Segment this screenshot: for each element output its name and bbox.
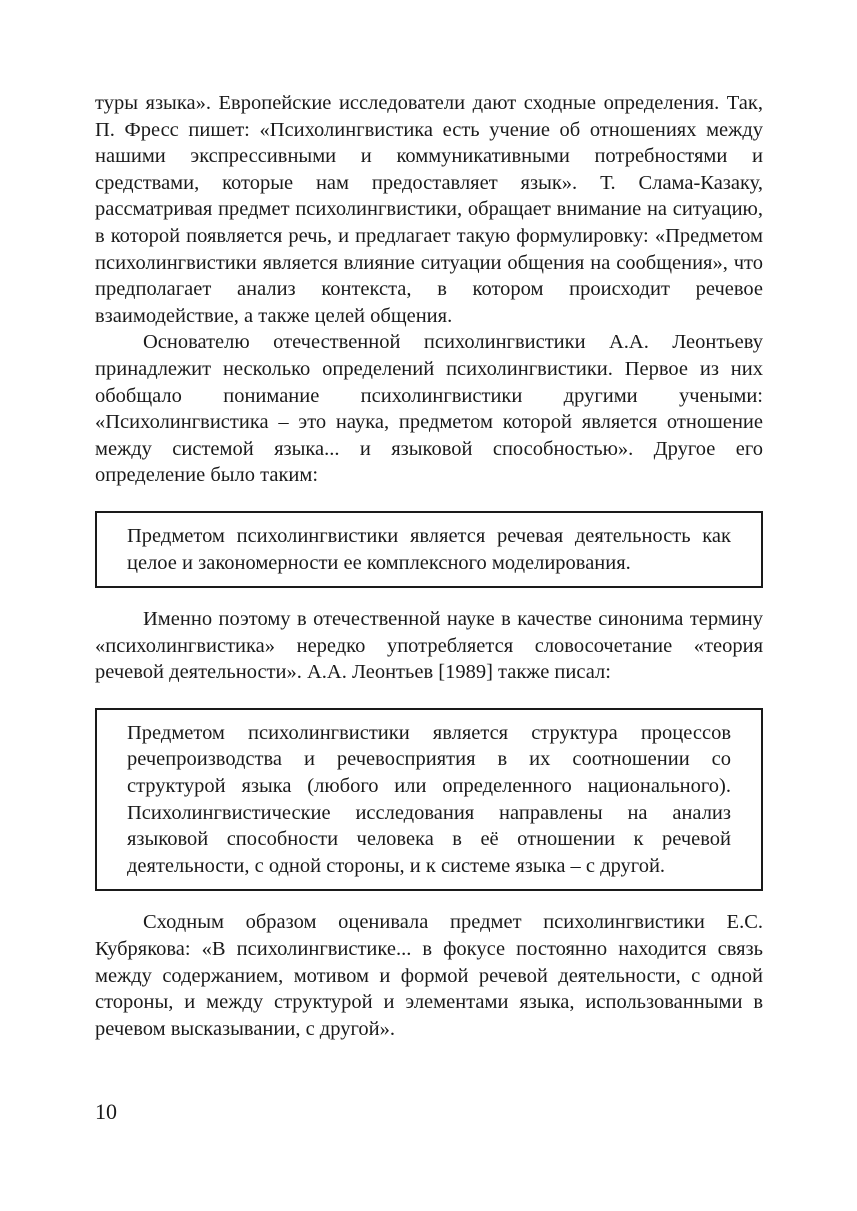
page-number: 10: [95, 1099, 117, 1124]
paragraph-leontiev-definitions: Основателю отечественной психолингвистики А.А. Леонтьеву принадлежит несколько определений психолингвистики. Первое из них обобщало понимание психолингвистики другими учеными: «Психолингвистика – это наука, предметом которой является отношение между системой языка... и языковой способностью». Другое его определение было таким:: [95, 331, 763, 487]
definition-box-1: [95, 511, 763, 588]
paragraph-continued: туры языка». Европейские исследователи дают сходные определения. Так, П. Фресс пишет: «Психолингвистика есть учение об отношениях между нашими экспрессивными и коммуникативными потребностями и средствами, которые нам предоставляет язык». Т. Слама-Казаку, рассматривая предмет психолингвистики, обращает внимание на ситуацию, в которой появляется речь, и предлагает такую формулировку: «Предметом психолингвистики является влияние ситуации общения на сообщения», что предполагает анализ контекста, в котором происходит речевое взаимодействие, а также целей общения.: [95, 92, 763, 327]
definition-box-2: [95, 708, 763, 892]
paragraph-kubryakova: Сходным образом оценивала предмет психолингвистики Е.С. Кубрякова: «В психолингвистике... в фокусе постоянно находится связь между содержанием, мотивом и формой речевой деятельности, с одной стороны, и между структурой и элементами языка, использованными в речевом высказывании, с другой».: [95, 911, 763, 1040]
page-body: [95, 90, 763, 1042]
definition-box-1-text: Предметом психолингвистики является речевая деятельность как целое и закономерности ее комплексного моделирования.: [127, 524, 731, 574]
definition-box-2-text: Предметом психолингвистики является структура процессов речепроизводства и речевосприятия в их соотношении со структурой языка (любого или определенного национального). Психолингвистические исследования направлены на анализ языковой способности человека в её отношении к речевой деятельности, с одной стороны, и к системе языка – с другой.: [127, 721, 731, 877]
paragraph-synonym: Именно поэтому в отечественной науке в качестве синонима термину «психолингвистика» нередко употребляется словосочетание «теория речевой деятельности». А.А. Леонтьев [1989] также писал:: [95, 608, 763, 684]
